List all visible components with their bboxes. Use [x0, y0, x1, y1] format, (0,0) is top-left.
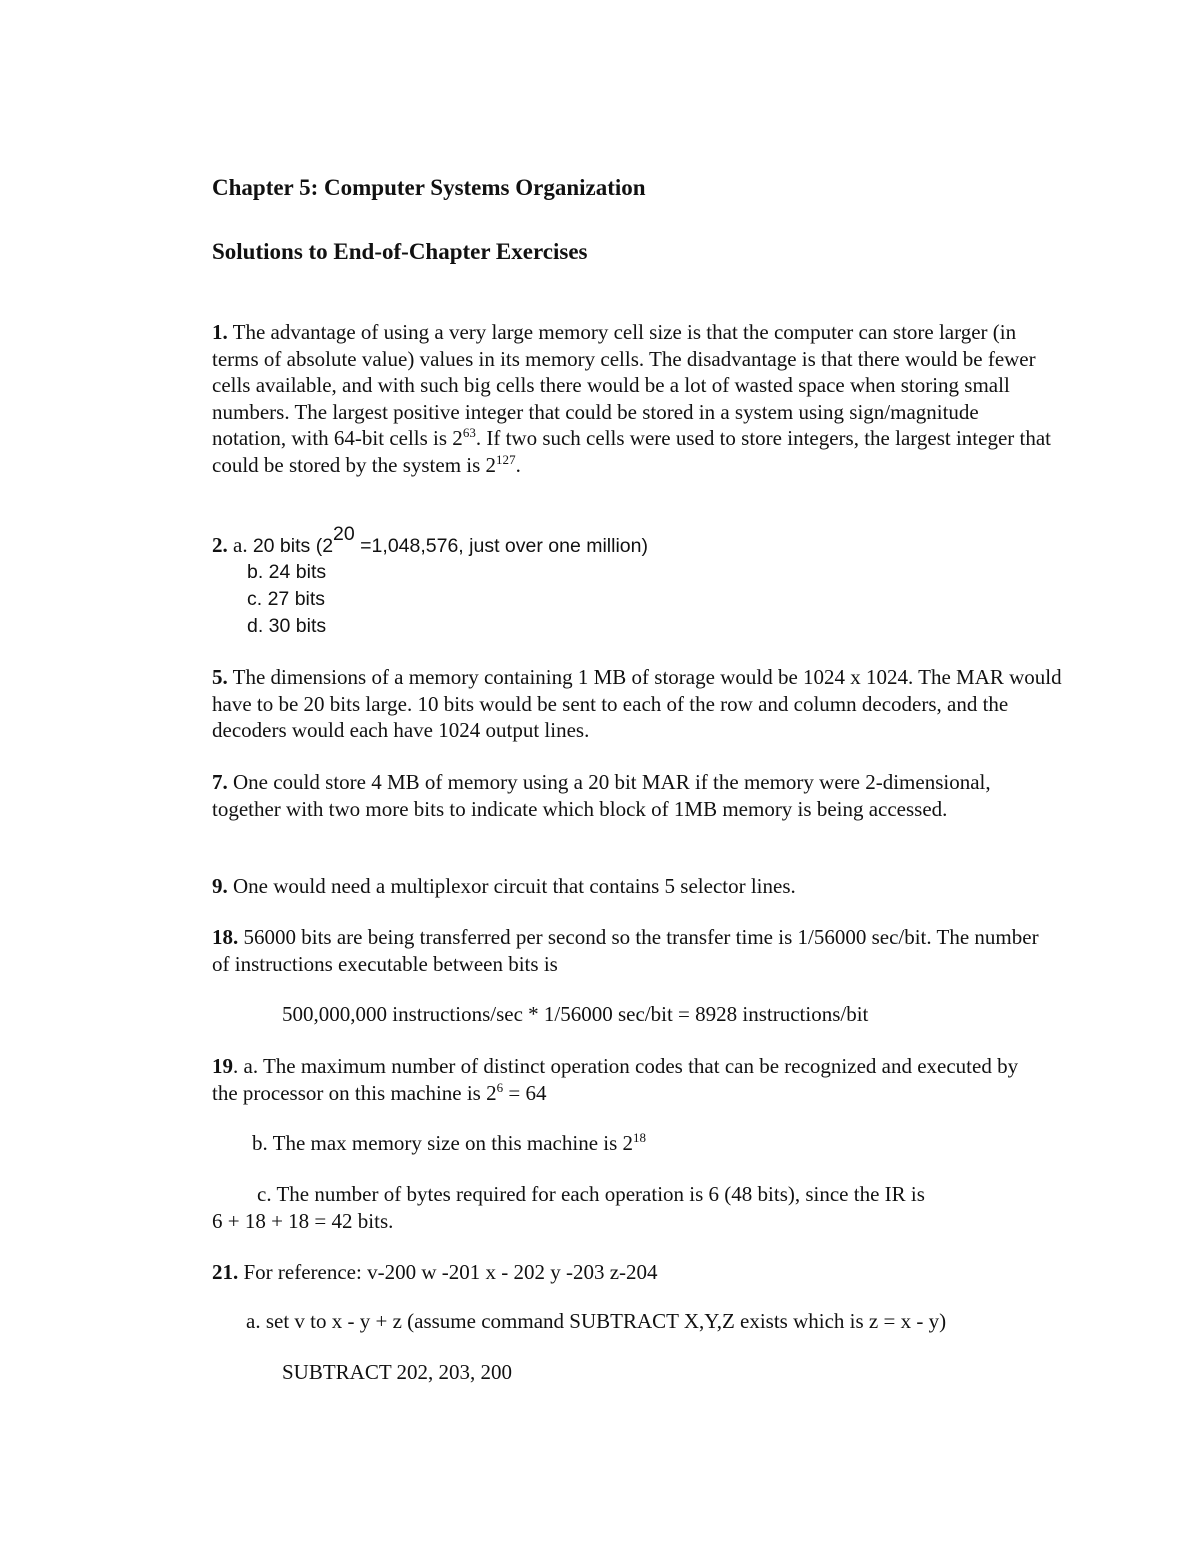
answer-18-text: 56000 bits are being transferred per second so the transfer time is 1/56000 sec/bit. The number of instructions executable between bits is	[212, 925, 1039, 976]
answer-2a-label: a.	[227, 533, 253, 557]
answer-21a-code: SUBTRACT 202, 203, 200	[282, 1360, 513, 1384]
answer-19a-value: = 64	[503, 1080, 547, 1105]
answer-1-text-2: . If two such cells were used to store integers, the largest integer that could be stored by the system is 2	[212, 426, 1052, 477]
answer-9	[212, 873, 796, 900]
answer-2a-text: 20 bits (2	[252, 535, 334, 557]
answer-19c-line-1: c. The number of bytes required for each operation is 6 (48 bits), since the IR is	[257, 1182, 925, 1206]
answer-21	[212, 1259, 658, 1286]
answer-19a	[212, 1053, 1027, 1106]
chapter-title: Chapter 5: Computer Systems Organization	[212, 175, 646, 200]
answer-7-text: One could store 4 MB of memory using a 20 bit MAR if the memory were 2-dimensional, together with two more bits to indicate which block of 1MB memory is being accessed.	[212, 770, 991, 821]
answer-2a-value: =1,048,576, just over one million)	[354, 535, 648, 557]
answer-19c-line-2: 6 + 18 + 18 = 42 bits.	[212, 1209, 394, 1233]
answer-5-number: 5.	[212, 665, 228, 689]
answer-19b	[252, 1130, 646, 1157]
chapter-subtitle: Solutions to End-of-Chapter Exercises	[212, 239, 588, 264]
answer-9-number: 9.	[212, 874, 228, 898]
answer-1-text: The advantage of using a very large memory cell size is that the computer can store larger (in terms of absolute value) values in its memory cells. The disadvantage is that there would be fewer cells available, and with such big cells there would be a lot of wasted space when storing small numbers. The largest positive integer that could be stored in a system using sign/magnitude notation, with 64-bit cells is 2	[212, 320, 1036, 451]
answer-1	[212, 319, 1052, 479]
answer-7	[212, 769, 1027, 822]
answer-18	[212, 924, 1042, 977]
answer-21-text: For reference: v-200 w -201 x - 202 y -203 z-204	[238, 1260, 658, 1284]
answer-19-number: 19	[212, 1054, 233, 1078]
answer-7-number: 7.	[212, 770, 228, 794]
answer-19b-text: b. The max memory size on this machine is 2	[252, 1131, 634, 1155]
answer-5-text: The dimensions of a memory containing 1 MB of storage would be 1024 x 1024. The MAR would have to be 20 bits large. 10 bits would be sent to each of the row and column decoders, and the decoders would each have 1024 output lines.	[212, 665, 1062, 743]
answer-2	[212, 522, 648, 560]
answer-19a-text: . a. The maximum number of distinct operation codes that can be recognized and executed by the processor on this machine is 2	[212, 1054, 1019, 1105]
answer-1-exponent-1: 63	[462, 425, 476, 441]
answer-1-exponent-2: 127	[496, 451, 516, 467]
answer-2-number: 2.	[212, 533, 228, 557]
answer-1-number: 1.	[212, 320, 228, 344]
answer-2c: c. 27 bits	[247, 588, 326, 610]
answer-2b: b. 24 bits	[247, 561, 327, 583]
answer-2d: d. 30 bits	[247, 615, 327, 637]
answer-19a-exponent: 6	[496, 1079, 504, 1095]
answer-2a-exponent: 20	[333, 522, 355, 545]
answer-5	[212, 664, 1062, 744]
answer-21a: a. set v to x - y + z (assume command SUBTRACT X,Y,Z exists which is z = x - y)	[246, 1309, 947, 1333]
answer-19b-exponent: 18	[633, 1129, 647, 1145]
answer-9-text: One would need a multiplexor circuit that contains 5 selector lines.	[227, 874, 796, 898]
answer-18-number: 18.	[212, 925, 239, 949]
answer-18-formula: 500,000,000 instructions/sec * 1/56000 sec/bit = 8928 instructions/bit	[282, 1002, 869, 1026]
answer-1-text-3: .	[515, 452, 521, 477]
answer-21-number: 21.	[212, 1260, 239, 1284]
